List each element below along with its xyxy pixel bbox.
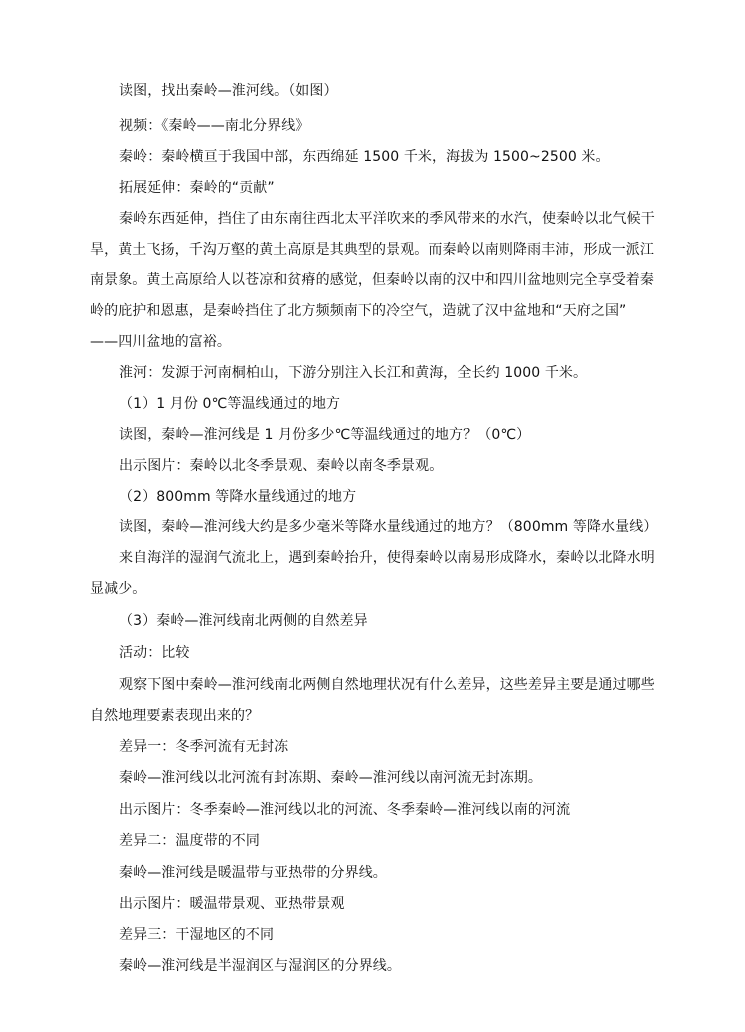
text-line: 读图，秦岭—淮河线大约是多少毫米等降水量线通过的地方？（800mm 等降水量线） [119,519,658,535]
text-line: （2）800mm 等降水量线通过的地方 [119,489,357,505]
text-line: 显减少。 [90,581,147,597]
text-line: 南景象。黄土高原给人以苍凉和贫瘠的感觉，但秦岭以南的汉中和四川盆地则完全享受着秦 [90,272,654,288]
text-line: 出示图片：冬季秦岭—淮河线以北的河流、冬季秦岭—淮河线以南的河流 [119,802,571,818]
text-line: （1）1 月份 0℃等温线通过的地方 [119,396,341,412]
text-line: 拓展延伸：秦岭的“贡献” [119,180,275,196]
text-line: 秦岭—淮河线以北河流有封冻期、秦岭—淮河线以南河流无封冻期。 [119,770,542,786]
text-line: ——四川盆地的富裕。 [90,334,231,350]
text-line: 差异二：温度带的不同 [119,833,260,849]
text-line: 读图，秦岭—淮河线是 1 月份多少℃等温线通过的地方？（0℃） [119,427,531,443]
text-line: 秦岭东西延伸，挡住了由东南往西北太平洋吹来的季风带来的水汽，使秦岭以北气候干 [119,211,655,227]
text-line: 秦岭：秦岭横亘于我国中部，东西绵延 1500 千米，海拔为 1500~2500 米。 [119,149,610,165]
text-line: 活动：比较 [119,645,190,661]
text-line: 自然地理要素表现出来的？ [90,708,260,724]
text-line: 旱，黄土飞扬，千沟万壑的黄土高原是其典型的景观。而秦岭以南则降雨丰沛，形成一派江 [90,242,654,258]
text-line: 来自海洋的湿润气流北上，遇到秦岭抬升，使得秦岭以南易形成降水，秦岭以北降水明 [119,550,655,566]
text-line: 差异三：干湿地区的不同 [119,927,275,943]
text-line: 岭的庇护和恩惠，是秦岭挡住了北方频频南下的冷空气，造就了汉中盆地和“天府之国” [90,303,627,319]
text-line: 出示图片：秦岭以北冬季景观、秦岭以南冬季景观。 [119,458,444,474]
text-line: （3）秦岭—淮河线南北两侧的自然差异 [119,613,368,629]
text-line: 秦岭—淮河线是半湿润区与湿润区的分界线。 [119,958,401,974]
text-line: 差异一：冬季河流有无封冻 [119,739,289,755]
text-line: 观察下图中秦岭—淮河线南北两侧自然地理状况有什么差异，这些差异主要是通过哪些 [119,677,655,693]
text-line: 读图，找出秦岭—淮河线。（如图） [119,83,338,99]
text-line: 淮河：发源于河南桐柏山，下游分别注入长江和黄海，全长约 1000 千米。 [119,365,588,381]
text-line: 出示图片：暖温带景观、亚热带景观 [119,896,345,912]
text-line: 秦岭—淮河线是暖温带与亚热带的分界线。 [119,865,387,881]
text-line: 视频：《秦岭——南北分界线》 [119,118,310,134]
